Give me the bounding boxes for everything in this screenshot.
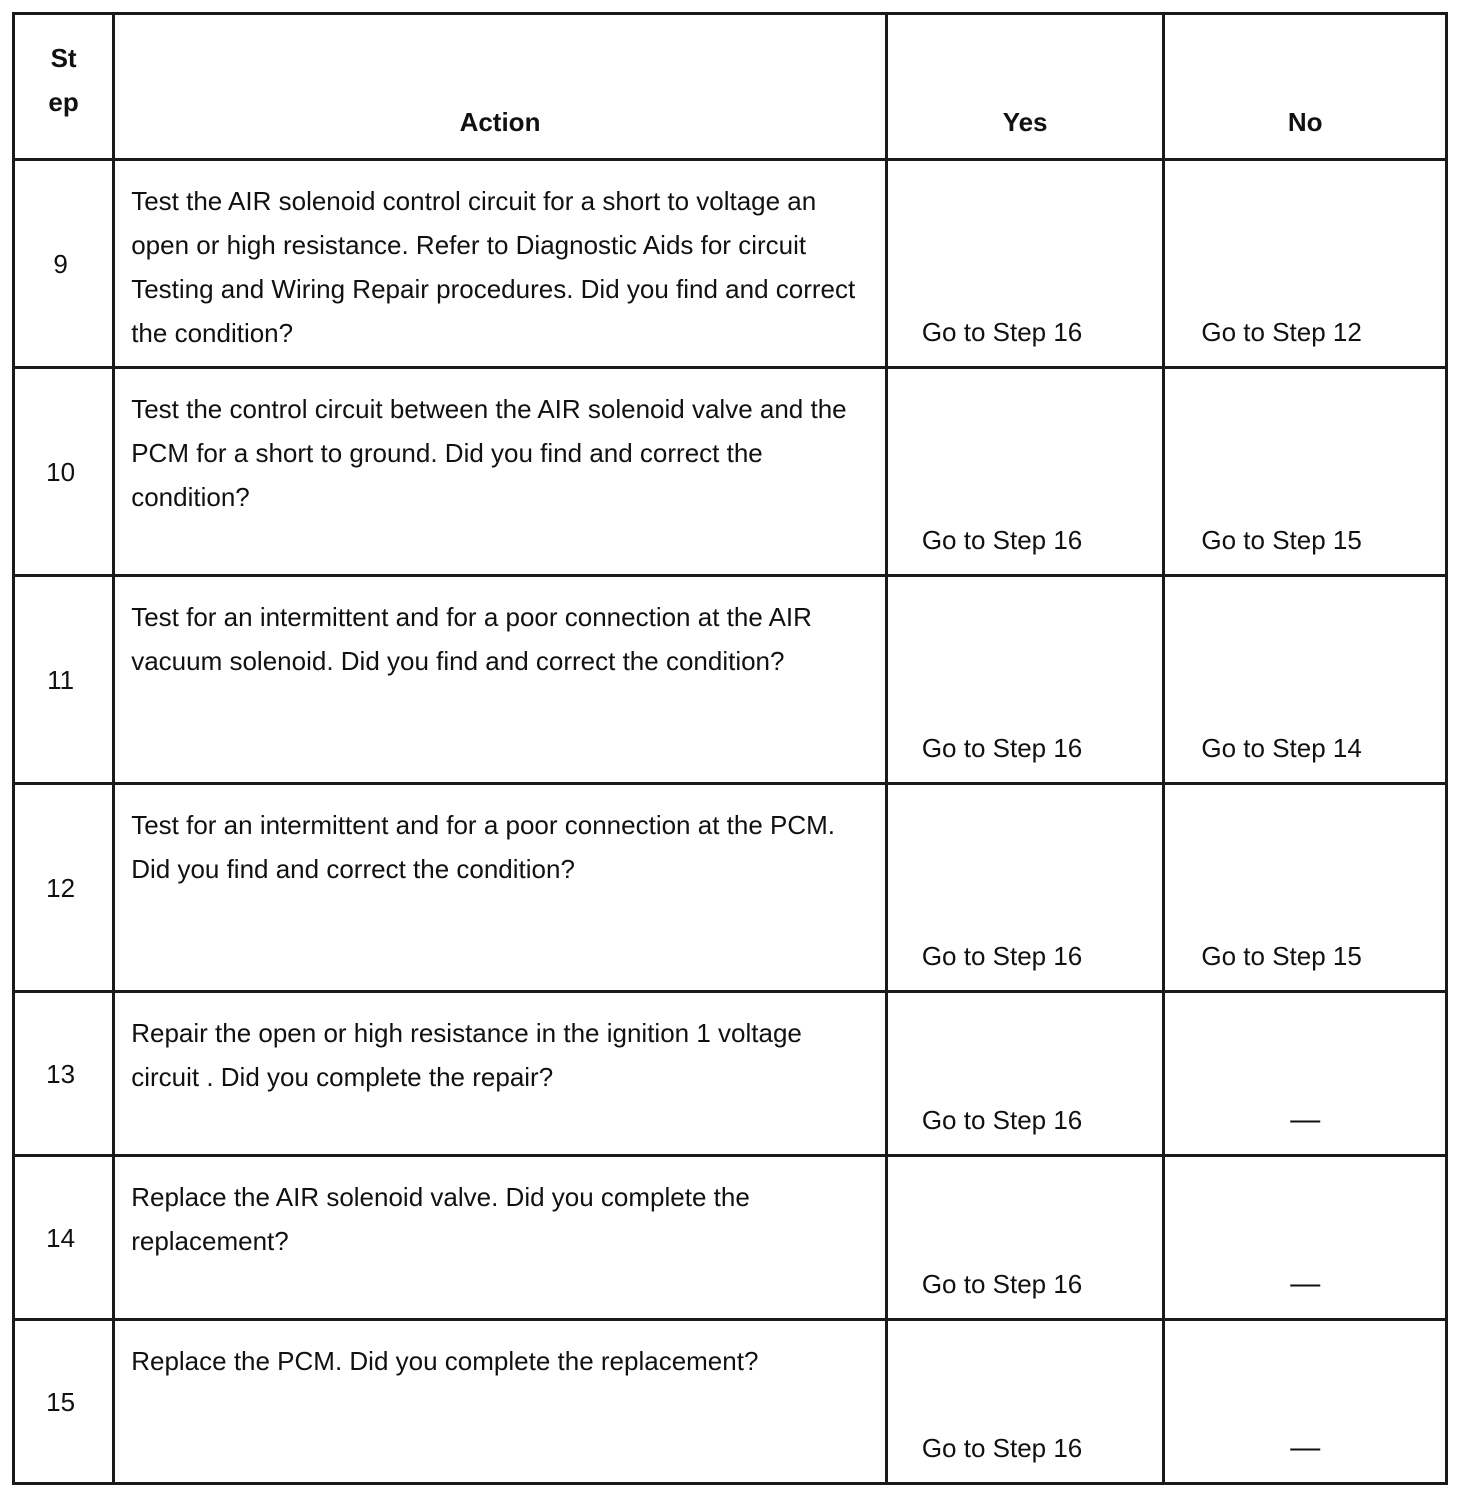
step-number: 11 [14, 576, 114, 784]
table-row [14, 160, 1447, 368]
action-text: Test the control circuit between the AIR solenoid valve and the PCM for a short to ground. Did you find and correct the condition? [114, 368, 887, 576]
yes-result: Go to Step 16 [886, 160, 1164, 368]
no-result: — [1164, 1156, 1447, 1320]
table-row [14, 1156, 1447, 1320]
table-row [14, 368, 1447, 576]
yes-result: Go to Step 16 [886, 368, 1164, 576]
action-text: Replace the PCM. Did you complete the replacement? [114, 1320, 887, 1484]
header-no: No [1164, 14, 1447, 160]
action-text: Test the AIR solenoid control circuit for a short to voltage an open or high resistance. Refer to Diagnostic Aids for circuit Testing and Wiring Repair procedures. Did you find and correct the condition? [114, 160, 887, 368]
yes-result: Go to Step 16 [886, 1320, 1164, 1484]
yes-result: Go to Step 16 [886, 1156, 1164, 1320]
diagnostic-table [12, 12, 1448, 1485]
yes-result: Go to Step 16 [886, 784, 1164, 992]
no-result: Go to Step 15 [1164, 784, 1447, 992]
action-text: Test for an intermittent and for a poor connection at the AIR vacuum solenoid. Did you find and correct the condition? [114, 576, 887, 784]
table-header-row [14, 14, 1447, 160]
header-step-line1: St [50, 42, 77, 73]
no-result: — [1164, 1320, 1447, 1484]
step-number: 12 [14, 784, 114, 992]
step-number: 10 [14, 368, 114, 576]
header-step [14, 14, 114, 160]
header-action: Action [114, 14, 887, 160]
no-result: Go to Step 15 [1164, 368, 1447, 576]
header-yes: Yes [886, 14, 1164, 160]
action-text: Test for an intermittent and for a poor connection at the PCM. Did you find and correct the condition? [114, 784, 887, 992]
table-row [14, 576, 1447, 784]
yes-result: Go to Step 16 [886, 576, 1164, 784]
table-row [14, 784, 1447, 992]
yes-result: Go to Step 16 [886, 992, 1164, 1156]
table-row [14, 992, 1447, 1156]
action-text: Replace the AIR solenoid valve. Did you complete the replacement? [114, 1156, 887, 1320]
no-result: — [1164, 992, 1447, 1156]
step-number: 9 [14, 160, 114, 368]
header-step-line2: ep [48, 86, 79, 117]
action-text: Repair the open or high resistance in the ignition 1 voltage circuit . Did you complete the repair? [114, 992, 887, 1156]
table-row [14, 1320, 1447, 1484]
step-number: 14 [14, 1156, 114, 1320]
no-result: Go to Step 14 [1164, 576, 1447, 784]
step-number: 15 [14, 1320, 114, 1484]
step-number: 13 [14, 992, 114, 1156]
no-result: Go to Step 12 [1164, 160, 1447, 368]
